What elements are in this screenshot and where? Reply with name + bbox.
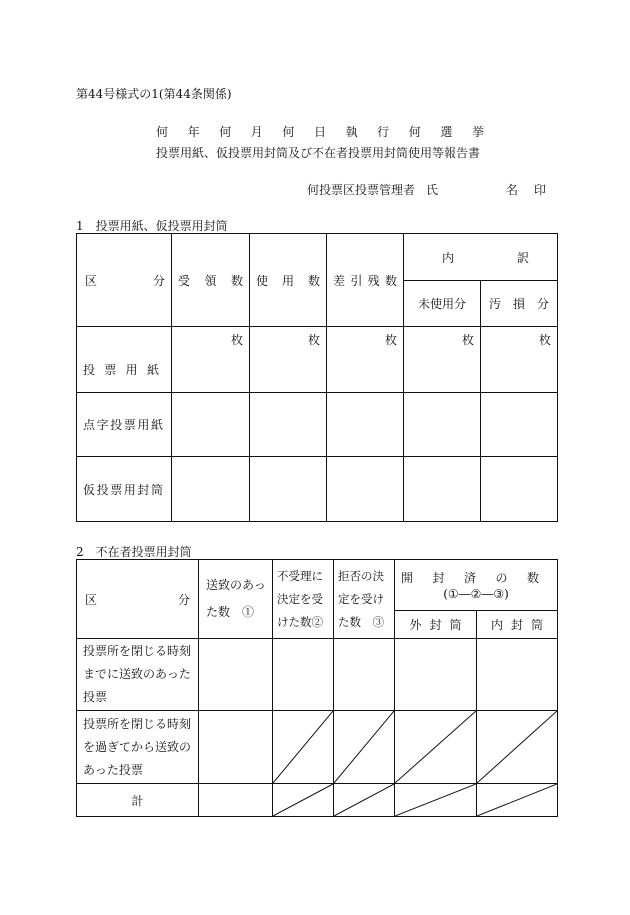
row-total — [77, 784, 558, 817]
diagonal-strike — [477, 711, 557, 783]
cell-sent-total[interactable] — [199, 784, 273, 817]
cell-received[interactable] — [172, 393, 250, 457]
row-label: 投 票 用 紙 — [77, 327, 172, 393]
title-char: 行 — [377, 125, 390, 139]
header-breakdown: 内 訳 — [404, 234, 558, 281]
cell-rejected[interactable] — [334, 639, 395, 711]
cell-remaining[interactable] — [327, 393, 404, 457]
cell-rejected-total-crossed — [334, 784, 395, 817]
cell-remaining[interactable] — [327, 327, 404, 393]
title-char: 執 — [345, 125, 358, 139]
title-char: 何 — [219, 125, 232, 139]
cell-inner-crossed — [477, 711, 558, 784]
cell-received[interactable] — [172, 457, 250, 522]
cell-used[interactable] — [250, 393, 327, 457]
header-kubun: 区 分 — [77, 560, 199, 639]
cell-remaining[interactable] — [327, 457, 404, 522]
header-remaining-count: 差 引 残 数 — [327, 234, 404, 327]
cell-used[interactable] — [250, 457, 327, 522]
seal-in: 印 — [534, 183, 547, 197]
header-not-accepted-count: 不受理に決定を受けた数② — [273, 560, 334, 639]
header-unused: 未使用分 — [404, 281, 481, 327]
cell-outer-crossed — [395, 711, 477, 784]
title-char: 何 — [156, 125, 169, 139]
header-opened-count: 開 封 済 の 数 (①―②―③) — [395, 560, 558, 611]
title-char: 選 — [440, 125, 453, 139]
diagonal-strike — [273, 711, 333, 783]
cell-not-accepted-crossed — [273, 711, 334, 784]
header-rejected-count: 拒否の決定を受けた数 ③ — [334, 560, 395, 639]
row-label-total: 計 — [77, 784, 199, 817]
name-mei: 名 — [506, 183, 519, 197]
title-char: 何 — [282, 125, 295, 139]
row-label: 仮 投 票 用 封 筒 — [77, 457, 172, 522]
header-kubun: 区 分 — [77, 234, 172, 327]
cell-not-accepted[interactable] — [273, 639, 334, 711]
header-used-count: 使 用 数 — [250, 234, 327, 327]
ballot-paper-table — [76, 233, 558, 522]
title-char: 挙 — [471, 125, 484, 139]
cell-unused[interactable] — [404, 393, 481, 457]
row-before-closing — [77, 639, 558, 711]
title-char: 年 — [187, 125, 200, 139]
cell-damaged[interactable] — [481, 327, 558, 393]
row-after-closing — [77, 711, 558, 784]
report-title-election — [156, 123, 484, 140]
row-provisional-envelope — [77, 457, 558, 522]
cell-unused[interactable] — [404, 327, 481, 393]
name-shi: 氏 — [426, 183, 439, 197]
row-label: 投票所を閉じる時刻を過ぎてから送致のあった投票 — [77, 711, 199, 784]
cell-rejected-crossed — [334, 711, 395, 784]
diagonal-strike — [477, 784, 557, 816]
report-title: 投票用紙、仮投票用封筒及び不在者投票用封筒使用等報告書 — [156, 146, 481, 160]
opened-formula: (①―②―③) — [443, 587, 509, 601]
cell-outer[interactable] — [395, 639, 477, 711]
absentee-envelope-table — [76, 559, 558, 817]
header-received-count: 受 領 数 — [172, 234, 250, 327]
row-braille-ballot — [77, 393, 558, 457]
unit-label: 枚 — [307, 333, 320, 347]
cell-damaged[interactable] — [481, 457, 558, 522]
header-inner-envelope: 内 封 筒 — [477, 611, 558, 639]
unit-label: 枚 — [384, 333, 397, 347]
diagonal-strike — [273, 784, 333, 816]
cell-sent[interactable] — [199, 711, 273, 784]
cell-received[interactable] — [172, 327, 250, 393]
unit-label: 枚 — [461, 333, 474, 347]
diagonal-strike — [395, 784, 476, 816]
cell-unused[interactable] — [404, 457, 481, 522]
cell-sent[interactable] — [199, 639, 273, 711]
section2-title: 2 不在者投票用封筒 — [76, 545, 192, 559]
row-ballot-paper — [77, 327, 558, 393]
row-label: 点 字 投 票 用 紙 — [77, 393, 172, 457]
cell-not-accepted-total-crossed — [273, 784, 334, 817]
form-number: 第44号様式の1(第44条関係) — [76, 87, 232, 101]
diagonal-strike — [334, 784, 394, 816]
header-damaged: 汚 損 分 — [481, 281, 558, 327]
row-label: 投票所を閉じる時刻までに送致のあった投票 — [77, 639, 199, 711]
diagonal-strike — [334, 711, 394, 783]
header-sent-count: 送致のあった数 ① — [199, 560, 273, 639]
cell-damaged[interactable] — [481, 393, 558, 457]
cell-used[interactable] — [250, 327, 327, 393]
title-char: 日 — [313, 125, 326, 139]
unit-label: 枚 — [538, 333, 551, 347]
cell-outer-total-crossed — [395, 784, 477, 817]
cell-inner-total-crossed — [477, 784, 558, 817]
title-char: 月 — [250, 125, 263, 139]
manager-label: 何投票区投票管理者 — [307, 183, 416, 197]
diagonal-strike — [395, 711, 476, 783]
cell-inner[interactable] — [477, 639, 558, 711]
unit-label: 枚 — [230, 333, 243, 347]
title-char: 何 — [408, 125, 421, 139]
header-outer-envelope: 外 封 筒 — [395, 611, 477, 639]
section1-title: 1 投票用紙、仮投票用封筒 — [76, 219, 228, 233]
